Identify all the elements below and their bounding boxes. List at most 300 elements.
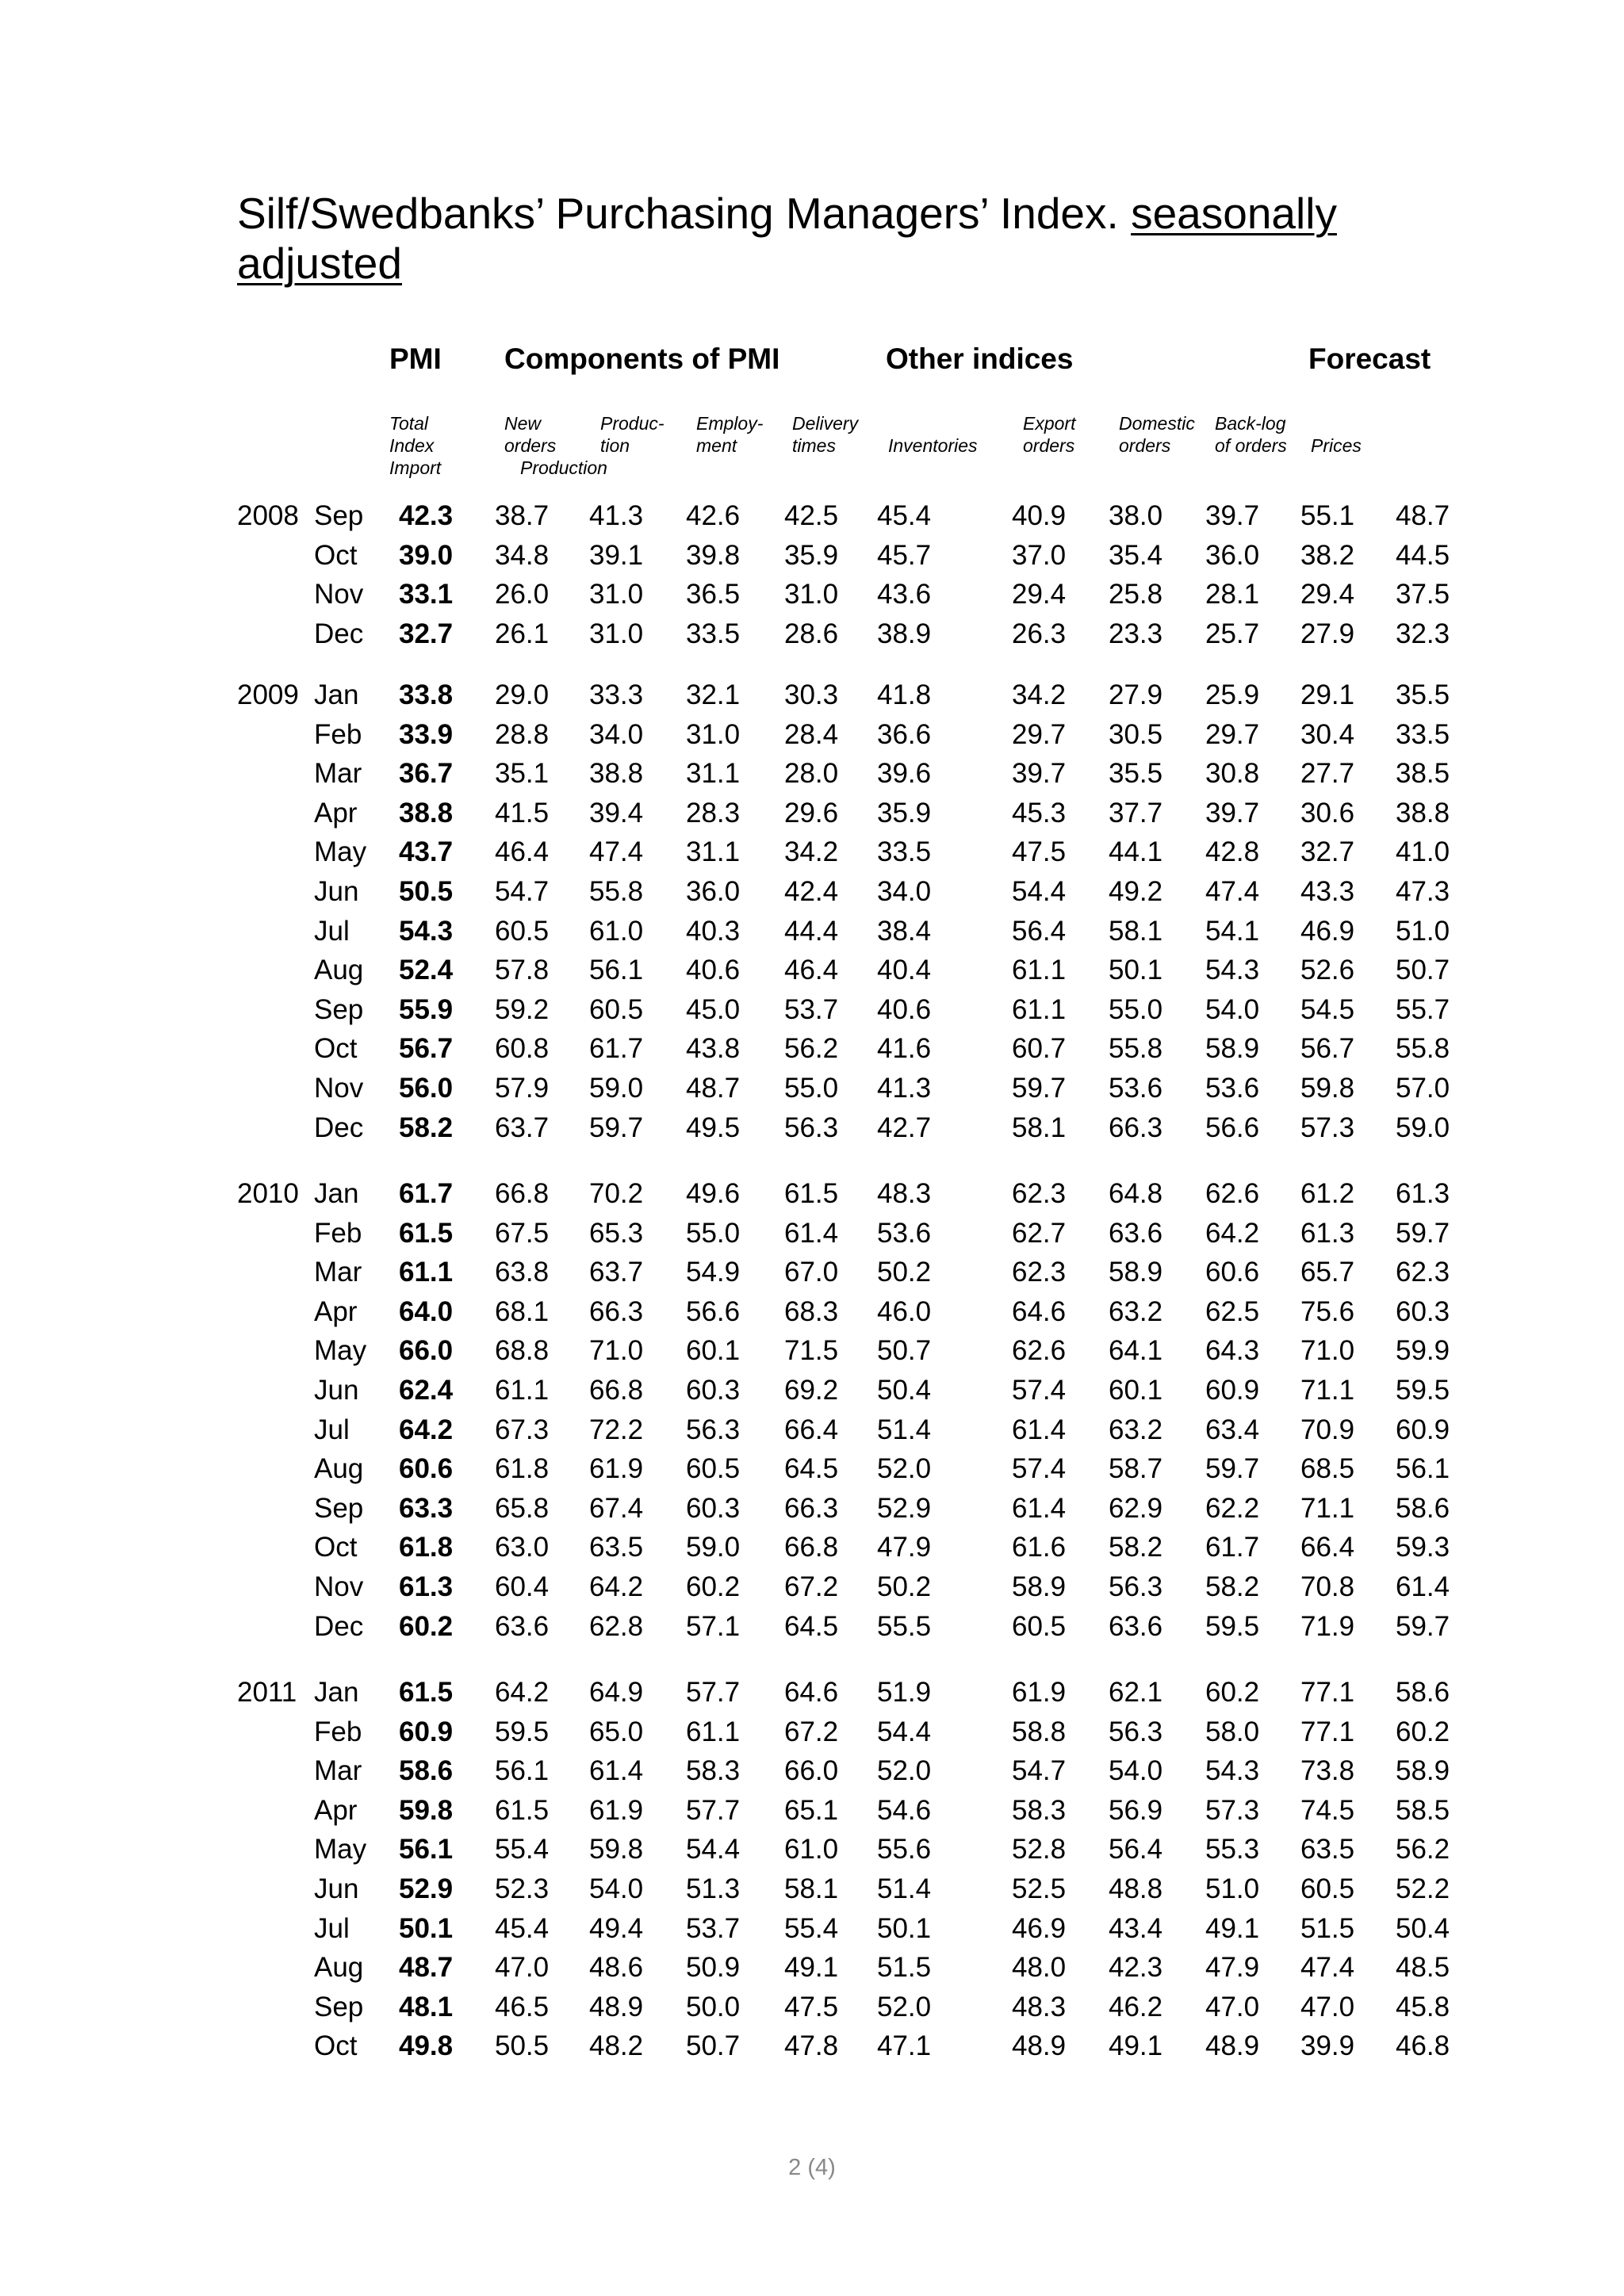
index-value: 48.7 bbox=[1396, 500, 1450, 531]
index-value: 57.1 bbox=[686, 1610, 741, 1642]
index-value: 56.6 bbox=[1205, 1112, 1260, 1143]
subheader-prices: Prices bbox=[1311, 435, 1362, 456]
pmi-value: 50.5 bbox=[399, 876, 454, 907]
row-month: Nov bbox=[314, 1073, 364, 1104]
index-value: 30.3 bbox=[784, 679, 839, 710]
index-value: 58.0 bbox=[1205, 1716, 1260, 1747]
pmi-value: 48.1 bbox=[399, 1991, 454, 2022]
index-value: 62.9 bbox=[1109, 1492, 1163, 1524]
index-value: 55.8 bbox=[589, 876, 644, 907]
index-value: 59.7 bbox=[1012, 1073, 1067, 1104]
index-value: 51.4 bbox=[877, 1873, 932, 1904]
index-value: 56.3 bbox=[784, 1112, 839, 1143]
index-value: 38.2 bbox=[1300, 539, 1355, 571]
index-value: 75.6 bbox=[1300, 1295, 1355, 1327]
index-value: 59.0 bbox=[1396, 1112, 1450, 1143]
index-value: 62.3 bbox=[1012, 1257, 1067, 1288]
index-value: 53.7 bbox=[686, 1912, 741, 1944]
pmi-value: 33.1 bbox=[399, 579, 454, 610]
index-value: 51.9 bbox=[877, 1677, 932, 1708]
pmi-value: 56.0 bbox=[399, 1073, 454, 1104]
index-value: 61.6 bbox=[1012, 1532, 1067, 1563]
index-value: 58.3 bbox=[1012, 1794, 1067, 1826]
subheader-production-2: Production bbox=[520, 457, 607, 478]
index-value: 54.0 bbox=[1205, 993, 1260, 1025]
index-value: 28.1 bbox=[1205, 579, 1260, 610]
index-value: 61.9 bbox=[1012, 1677, 1067, 1708]
index-value: 39.7 bbox=[1012, 758, 1067, 790]
index-value: 56.2 bbox=[1396, 1834, 1450, 1866]
title-underlined: seasonally adjusted bbox=[237, 189, 1337, 288]
row-month: May bbox=[314, 836, 367, 868]
subheader-delivery-times: Delivery times bbox=[792, 413, 859, 456]
index-value: 61.2 bbox=[1300, 1178, 1355, 1209]
index-value: 60.9 bbox=[1396, 1414, 1450, 1445]
index-value: 60.5 bbox=[686, 1453, 741, 1485]
index-value: 50.4 bbox=[877, 1375, 932, 1406]
index-value: 57.3 bbox=[1300, 1112, 1355, 1143]
index-value: 64.6 bbox=[784, 1677, 839, 1708]
index-value: 30.4 bbox=[1300, 718, 1355, 750]
index-value: 58.9 bbox=[1205, 1033, 1260, 1065]
index-value: 30.6 bbox=[1300, 797, 1355, 828]
index-value: 29.7 bbox=[1205, 718, 1260, 750]
index-value: 27.9 bbox=[1300, 618, 1355, 649]
index-value: 51.0 bbox=[1396, 915, 1450, 947]
index-value: 56.6 bbox=[686, 1295, 741, 1327]
index-value: 59.0 bbox=[589, 1073, 644, 1104]
pmi-value: 49.8 bbox=[399, 2030, 454, 2062]
index-value: 65.3 bbox=[589, 1217, 644, 1249]
index-value: 37.5 bbox=[1396, 579, 1450, 610]
index-value: 48.9 bbox=[1012, 2030, 1067, 2062]
index-value: 59.3 bbox=[1396, 1532, 1450, 1563]
index-value: 55.4 bbox=[784, 1912, 839, 1944]
index-value: 49.1 bbox=[1109, 2030, 1163, 2062]
index-value: 37.7 bbox=[1109, 797, 1163, 828]
pmi-value: 61.8 bbox=[399, 1532, 454, 1563]
index-value: 57.8 bbox=[495, 955, 550, 986]
index-value: 59.7 bbox=[1396, 1610, 1450, 1642]
index-value: 42.5 bbox=[784, 500, 839, 531]
index-value: 42.8 bbox=[1205, 836, 1260, 868]
index-value: 64.6 bbox=[1012, 1295, 1067, 1327]
index-value: 43.8 bbox=[686, 1033, 741, 1065]
index-value: 66.8 bbox=[784, 1532, 839, 1563]
row-month: Feb bbox=[314, 1217, 362, 1249]
index-value: 49.2 bbox=[1109, 876, 1163, 907]
row-month: Apr bbox=[314, 1295, 358, 1327]
pmi-value: 54.3 bbox=[399, 915, 454, 947]
row-month: Jun bbox=[314, 1375, 359, 1406]
index-value: 77.1 bbox=[1300, 1716, 1355, 1747]
row-month: Sep bbox=[314, 500, 364, 531]
subheader-domestic-orders: Domestic orders bbox=[1119, 413, 1195, 456]
index-value: 38.9 bbox=[877, 618, 932, 649]
index-value: 61.1 bbox=[686, 1716, 741, 1747]
index-value: 47.9 bbox=[877, 1532, 932, 1563]
index-value: 59.9 bbox=[1396, 1335, 1450, 1367]
index-value: 58.7 bbox=[1109, 1453, 1163, 1485]
index-value: 40.9 bbox=[1012, 500, 1067, 531]
index-value: 62.8 bbox=[589, 1610, 644, 1642]
index-value: 55.3 bbox=[1205, 1834, 1260, 1866]
index-value: 53.6 bbox=[1109, 1073, 1163, 1104]
index-value: 52.8 bbox=[1012, 1834, 1067, 1866]
index-value: 32.7 bbox=[1300, 836, 1355, 868]
index-value: 54.7 bbox=[1012, 1755, 1067, 1787]
index-value: 60.4 bbox=[495, 1571, 550, 1602]
index-value: 48.7 bbox=[686, 1073, 741, 1104]
index-value: 66.0 bbox=[784, 1755, 839, 1787]
pmi-value: 36.7 bbox=[399, 758, 454, 790]
index-value: 60.3 bbox=[1396, 1295, 1450, 1327]
index-value: 59.8 bbox=[589, 1834, 644, 1866]
subheader-total-index: Total Index Import bbox=[389, 413, 442, 478]
index-value: 36.0 bbox=[1205, 539, 1260, 571]
index-value: 39.9 bbox=[1300, 2030, 1355, 2062]
index-value: 61.4 bbox=[1012, 1414, 1067, 1445]
row-month: Mar bbox=[314, 1257, 362, 1288]
index-value: 55.4 bbox=[495, 1834, 550, 1866]
index-value: 60.8 bbox=[495, 1033, 550, 1065]
index-value: 61.0 bbox=[784, 1834, 839, 1866]
index-value: 44.5 bbox=[1396, 539, 1450, 571]
index-value: 30.8 bbox=[1205, 758, 1260, 790]
index-value: 55.6 bbox=[877, 1834, 932, 1866]
index-value: 35.1 bbox=[495, 758, 550, 790]
group-header-forecast: Forecast bbox=[1308, 342, 1431, 375]
index-value: 61.5 bbox=[784, 1178, 839, 1209]
index-value: 50.0 bbox=[686, 1991, 741, 2022]
index-value: 56.1 bbox=[495, 1755, 550, 1787]
index-value: 29.4 bbox=[1012, 579, 1067, 610]
index-value: 53.6 bbox=[1205, 1073, 1260, 1104]
pmi-value: 60.9 bbox=[399, 1716, 454, 1747]
index-value: 60.3 bbox=[686, 1375, 741, 1406]
pmi-value: 39.0 bbox=[399, 539, 454, 571]
index-value: 48.9 bbox=[589, 1991, 644, 2022]
index-value: 54.4 bbox=[1012, 876, 1067, 907]
index-value: 71.0 bbox=[589, 1335, 644, 1367]
index-value: 60.5 bbox=[1300, 1873, 1355, 1904]
group-header-other: Other indices bbox=[886, 342, 1074, 375]
index-value: 43.3 bbox=[1300, 876, 1355, 907]
index-value: 39.1 bbox=[589, 539, 644, 571]
row-month: Oct bbox=[314, 1033, 358, 1065]
index-value: 59.7 bbox=[1205, 1453, 1260, 1485]
index-value: 55.0 bbox=[784, 1073, 839, 1104]
index-value: 74.5 bbox=[1300, 1794, 1355, 1826]
index-value: 38.7 bbox=[495, 500, 550, 531]
pmi-value: 52.9 bbox=[399, 1873, 454, 1904]
index-value: 57.7 bbox=[686, 1794, 741, 1826]
index-value: 39.8 bbox=[686, 539, 741, 571]
index-value: 49.5 bbox=[686, 1112, 741, 1143]
index-value: 64.1 bbox=[1109, 1335, 1163, 1367]
pmi-value: 33.9 bbox=[399, 718, 454, 750]
index-value: 48.3 bbox=[1012, 1991, 1067, 2022]
index-value: 46.8 bbox=[1396, 2030, 1450, 2062]
index-value: 26.0 bbox=[495, 579, 550, 610]
index-value: 54.4 bbox=[877, 1716, 932, 1747]
index-value: 67.2 bbox=[784, 1716, 839, 1747]
index-value: 25.8 bbox=[1109, 579, 1163, 610]
index-value: 60.9 bbox=[1205, 1375, 1260, 1406]
index-value: 51.5 bbox=[877, 1952, 932, 1984]
index-value: 31.0 bbox=[686, 718, 741, 750]
index-value: 68.1 bbox=[495, 1295, 550, 1327]
index-value: 33.5 bbox=[686, 618, 741, 649]
index-value: 70.2 bbox=[589, 1178, 644, 1209]
index-value: 63.5 bbox=[1300, 1834, 1355, 1866]
index-value: 66.3 bbox=[1109, 1112, 1163, 1143]
index-value: 47.4 bbox=[1205, 876, 1260, 907]
index-value: 54.7 bbox=[495, 876, 550, 907]
index-value: 66.4 bbox=[784, 1414, 839, 1445]
index-value: 47.5 bbox=[784, 1991, 839, 2022]
index-value: 57.9 bbox=[495, 1073, 550, 1104]
index-value: 54.3 bbox=[1205, 1755, 1260, 1787]
index-value: 58.1 bbox=[1012, 1112, 1067, 1143]
index-value: 34.8 bbox=[495, 539, 550, 571]
index-value: 62.3 bbox=[1396, 1257, 1450, 1288]
index-value: 35.4 bbox=[1109, 539, 1163, 571]
index-value: 64.2 bbox=[495, 1677, 550, 1708]
index-value: 47.4 bbox=[589, 836, 644, 868]
index-value: 54.0 bbox=[1109, 1755, 1163, 1787]
index-value: 61.1 bbox=[1012, 993, 1067, 1025]
index-value: 34.0 bbox=[877, 876, 932, 907]
index-value: 64.5 bbox=[784, 1453, 839, 1485]
group-header-components: Components of PMI bbox=[504, 342, 780, 375]
index-value: 67.5 bbox=[495, 1217, 550, 1249]
row-month: Jan bbox=[314, 1178, 359, 1209]
index-value: 63.2 bbox=[1109, 1414, 1163, 1445]
index-value: 32.3 bbox=[1396, 618, 1450, 649]
index-value: 61.4 bbox=[1396, 1571, 1450, 1602]
index-value: 60.5 bbox=[589, 993, 644, 1025]
index-value: 50.1 bbox=[1109, 955, 1163, 986]
pmi-value: 58.6 bbox=[399, 1755, 454, 1787]
pmi-value: 56.1 bbox=[399, 1834, 454, 1866]
index-value: 62.1 bbox=[1109, 1677, 1163, 1708]
index-value: 45.8 bbox=[1396, 1991, 1450, 2022]
index-value: 57.0 bbox=[1396, 1073, 1450, 1104]
row-month: Sep bbox=[314, 1991, 364, 2022]
row-month: Aug bbox=[314, 955, 364, 986]
index-value: 39.7 bbox=[1205, 500, 1260, 531]
index-value: 59.7 bbox=[1396, 1217, 1450, 1249]
index-value: 66.4 bbox=[1300, 1532, 1355, 1563]
index-value: 63.5 bbox=[589, 1532, 644, 1563]
index-value: 60.7 bbox=[1012, 1033, 1067, 1065]
index-value: 56.4 bbox=[1109, 1834, 1163, 1866]
index-value: 68.3 bbox=[784, 1295, 839, 1327]
pmi-value: 58.2 bbox=[399, 1112, 454, 1143]
index-value: 62.2 bbox=[1205, 1492, 1260, 1524]
index-value: 35.5 bbox=[1109, 758, 1163, 790]
index-value: 39.6 bbox=[877, 758, 932, 790]
index-value: 51.5 bbox=[1300, 1912, 1355, 1944]
index-value: 56.4 bbox=[1012, 915, 1067, 947]
index-value: 59.5 bbox=[1396, 1375, 1450, 1406]
index-value: 52.6 bbox=[1300, 955, 1355, 986]
row-month: Nov bbox=[314, 1571, 364, 1602]
row-month: Oct bbox=[314, 1532, 358, 1563]
index-value: 46.4 bbox=[784, 955, 839, 986]
index-value: 70.8 bbox=[1300, 1571, 1355, 1602]
index-value: 60.6 bbox=[1205, 1257, 1260, 1288]
index-value: 41.0 bbox=[1396, 836, 1450, 868]
index-value: 64.8 bbox=[1109, 1178, 1163, 1209]
subheader-new-orders: New orders bbox=[504, 413, 557, 456]
index-value: 61.3 bbox=[1300, 1217, 1355, 1249]
index-value: 30.5 bbox=[1109, 718, 1163, 750]
pmi-value: 66.0 bbox=[399, 1335, 454, 1367]
index-value: 28.4 bbox=[784, 718, 839, 750]
index-value: 50.4 bbox=[1396, 1912, 1450, 1944]
index-value: 57.4 bbox=[1012, 1375, 1067, 1406]
pmi-value: 38.8 bbox=[399, 797, 454, 828]
index-value: 55.5 bbox=[877, 1610, 932, 1642]
index-value: 62.5 bbox=[1205, 1295, 1260, 1327]
row-month: Apr bbox=[314, 1794, 358, 1826]
index-value: 36.5 bbox=[686, 579, 741, 610]
index-value: 32.1 bbox=[686, 679, 741, 710]
index-value: 40.4 bbox=[877, 955, 932, 986]
index-value: 50.7 bbox=[1396, 955, 1450, 986]
index-value: 58.1 bbox=[1109, 915, 1163, 947]
row-month: Mar bbox=[314, 1755, 362, 1787]
index-value: 72.2 bbox=[589, 1414, 644, 1445]
row-month: Jan bbox=[314, 679, 359, 710]
index-value: 40.3 bbox=[686, 915, 741, 947]
index-value: 47.0 bbox=[1205, 1991, 1260, 2022]
index-value: 41.3 bbox=[877, 1073, 932, 1104]
index-value: 44.1 bbox=[1109, 836, 1163, 868]
index-value: 58.3 bbox=[686, 1755, 741, 1787]
index-value: 62.6 bbox=[1012, 1335, 1067, 1367]
index-value: 47.1 bbox=[877, 2030, 932, 2062]
index-value: 52.5 bbox=[1012, 1873, 1067, 1904]
index-value: 55.8 bbox=[1396, 1033, 1450, 1065]
index-value: 52.0 bbox=[877, 1755, 932, 1787]
index-value: 60.2 bbox=[1396, 1716, 1450, 1747]
index-value: 29.0 bbox=[495, 679, 550, 710]
index-value: 38.5 bbox=[1396, 758, 1450, 790]
index-value: 37.0 bbox=[1012, 539, 1067, 571]
index-value: 54.3 bbox=[1205, 955, 1260, 986]
index-value: 31.0 bbox=[784, 579, 839, 610]
index-value: 58.9 bbox=[1396, 1755, 1450, 1787]
index-value: 50.7 bbox=[686, 2030, 741, 2062]
index-value: 55.7 bbox=[1396, 993, 1450, 1025]
index-value: 48.6 bbox=[589, 1952, 644, 1984]
index-value: 42.4 bbox=[784, 876, 839, 907]
index-value: 62.3 bbox=[1012, 1178, 1067, 1209]
title-main: Silf/Swedbanks’ Purchasing Managers’ Index. bbox=[237, 189, 1132, 238]
index-value: 48.8 bbox=[1109, 1873, 1163, 1904]
index-value: 36.0 bbox=[686, 876, 741, 907]
index-value: 63.6 bbox=[495, 1610, 550, 1642]
group-header-pmi: PMI bbox=[389, 342, 442, 375]
index-value: 57.7 bbox=[686, 1677, 741, 1708]
index-value: 45.3 bbox=[1012, 797, 1067, 828]
index-value: 35.9 bbox=[784, 539, 839, 571]
index-value: 63.4 bbox=[1205, 1414, 1260, 1445]
index-value: 65.7 bbox=[1300, 1257, 1355, 1288]
index-value: 39.4 bbox=[589, 797, 644, 828]
index-value: 41.5 bbox=[495, 797, 550, 828]
index-value: 71.0 bbox=[1300, 1335, 1355, 1367]
index-value: 31.1 bbox=[686, 836, 741, 868]
row-year: 2008 bbox=[237, 500, 299, 531]
index-value: 58.6 bbox=[1396, 1492, 1450, 1524]
index-value: 60.2 bbox=[1205, 1677, 1260, 1708]
index-value: 36.6 bbox=[877, 718, 932, 750]
index-value: 27.9 bbox=[1109, 679, 1163, 710]
pmi-value: 52.4 bbox=[399, 955, 454, 986]
pmi-value: 61.1 bbox=[399, 1257, 454, 1288]
row-month: Jun bbox=[314, 1873, 359, 1904]
index-value: 61.5 bbox=[495, 1794, 550, 1826]
pmi-value: 64.2 bbox=[399, 1414, 454, 1445]
index-value: 45.0 bbox=[686, 993, 741, 1025]
index-value: 52.0 bbox=[877, 1453, 932, 1485]
index-value: 65.1 bbox=[784, 1794, 839, 1826]
index-value: 64.2 bbox=[589, 1571, 644, 1602]
index-value: 43.4 bbox=[1109, 1912, 1163, 1944]
index-value: 59.2 bbox=[495, 993, 550, 1025]
index-value: 46.4 bbox=[495, 836, 550, 868]
row-month: May bbox=[314, 1335, 367, 1367]
row-month: Dec bbox=[314, 618, 364, 649]
index-value: 66.8 bbox=[589, 1375, 644, 1406]
index-value: 61.9 bbox=[589, 1453, 644, 1485]
pmi-value: 59.8 bbox=[399, 1794, 454, 1826]
index-value: 66.3 bbox=[784, 1492, 839, 1524]
index-value: 61.0 bbox=[589, 915, 644, 947]
index-value: 58.8 bbox=[1012, 1716, 1067, 1747]
index-value: 60.1 bbox=[1109, 1375, 1163, 1406]
index-value: 25.9 bbox=[1205, 679, 1260, 710]
row-month: Dec bbox=[314, 1610, 364, 1642]
index-value: 42.6 bbox=[686, 500, 741, 531]
index-value: 40.6 bbox=[686, 955, 741, 986]
index-value: 63.6 bbox=[1109, 1610, 1163, 1642]
index-value: 56.3 bbox=[1109, 1571, 1163, 1602]
index-value: 67.4 bbox=[589, 1492, 644, 1524]
index-value: 60.1 bbox=[686, 1335, 741, 1367]
index-value: 57.4 bbox=[1012, 1453, 1067, 1485]
index-value: 61.3 bbox=[1396, 1178, 1450, 1209]
index-value: 49.6 bbox=[686, 1178, 741, 1209]
index-value: 52.9 bbox=[877, 1492, 932, 1524]
pmi-value: 32.7 bbox=[399, 618, 454, 649]
index-value: 47.8 bbox=[784, 2030, 839, 2062]
index-value: 55.1 bbox=[1300, 500, 1355, 531]
index-value: 41.8 bbox=[877, 679, 932, 710]
index-value: 47.5 bbox=[1012, 836, 1067, 868]
index-value: 63.0 bbox=[495, 1532, 550, 1563]
index-value: 47.0 bbox=[495, 1952, 550, 1984]
pmi-value: 43.7 bbox=[399, 836, 454, 868]
index-value: 71.9 bbox=[1300, 1610, 1355, 1642]
pmi-value: 61.5 bbox=[399, 1217, 454, 1249]
index-value: 43.6 bbox=[877, 579, 932, 610]
index-value: 71.1 bbox=[1300, 1375, 1355, 1406]
